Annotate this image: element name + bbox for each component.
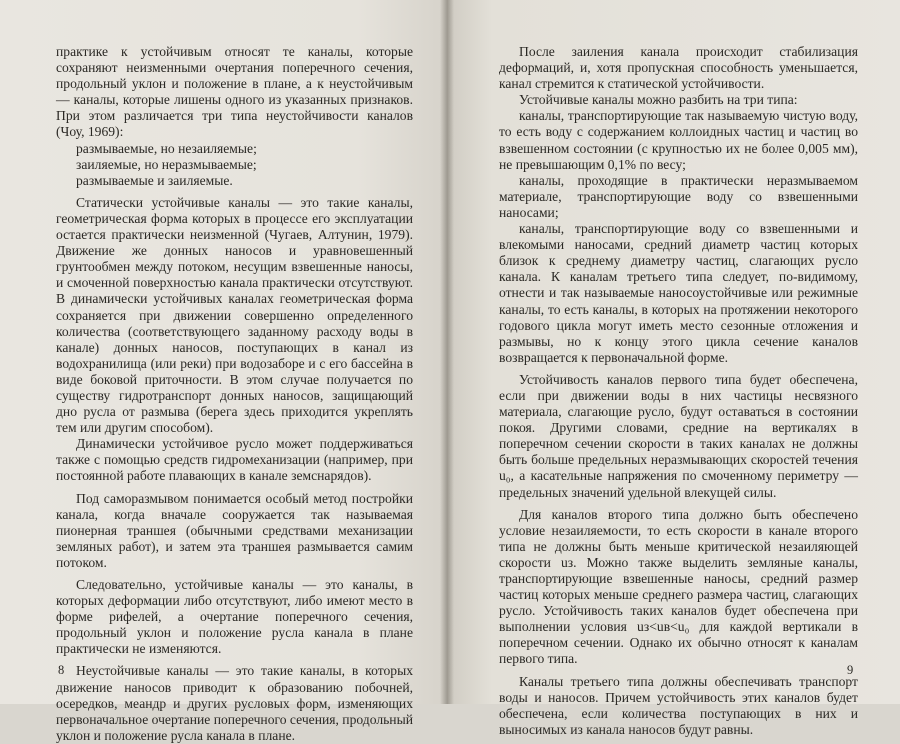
list-item: заиляемые, но неразмываемые;: [76, 156, 257, 172]
left-page: [0, 0, 447, 743]
right-page-text: [499, 44, 858, 738]
paragraph: Под саморазмывом понимается особый метод постройки канала, когда вначале сооружается так называемая пионерная траншея (обычными средствами механизации земляных работ), и затем эта траншея размывается самим потоком.: [56, 490, 413, 570]
paragraph: Устойчивость каналов первого типа будет обеспечена, если при движении воды в них частицы несвязного материала, слагающие русло, будут оставаться в состоянии покоя. Другими словами, средние на вертикалях в поперечном сечении скорости в таких каналах не должны быть больше предельных неразмывающих скоростей течения u₀, а касательные напряжения по смоченному периметру — предельных значений удельной влекущей силы.: [499, 371, 858, 500]
paragraph: Для каналов второго типа должно быть обеспечено условие незаиляемости, то есть скорости в канале второго типа не должны быть меньше критической незаиляющей скорости uз. Можно также выделить земляные каналы, транспортирующие взвешенные наносы, средний размер частиц которых меньше среднего размера частиц, слагающих русло. Устойчивость таких каналов будет обеспечена при выполнении условия uз<uв<u₀ для каждой вертикали в поперечном сечении. Однако их обычно относят к каналам первого типа.: [499, 506, 858, 667]
paragraph: Каналы третьего типа должны обеспечивать транспорт воды и наносов. Причем устойчивость этих каналов будет обеспечена, если количества поступающих в них и выносимых из канала наносов будут равны.: [499, 673, 858, 737]
paragraph: Устойчивые каналы можно разбить на три типа:: [519, 92, 798, 108]
paragraph: практике к устойчивым относят те каналы, которые сохраняют неизменными очертания поперечного сечения, продольный уклон и положение в плане, а к неустойчивым — каналы, которые лишены одного из указанных признаков. При этом различается три типа неустойчивости каналов (Чоу, 1969):: [56, 44, 413, 140]
right-page: [447, 0, 900, 737]
list-item: каналы, транспортирующие воду со взвешенными и влекомыми наносами, средний диаметр частиц которых близок к среднему диаметру частиц, слагающих русло канала. К каналам третьего типа следует, по-видимому, отнести и так называемые наносоустойчивые или режимные каналы, то есть каналы, в которых на протяжении некоторого годового цикла могут иметь место сезонные отложения и размывы, но к концу этого цикла сечение каналов возвращается к первоначальной форме.: [499, 221, 858, 365]
paragraph: Следовательно, устойчивые каналы — это каналы, в которых деформации либо отсутствуют, либо имеют место в форме рифелей, а очертание поперечного сечения, продольный уклон и положение русла канала в плане практически не изменяются.: [56, 577, 413, 657]
list-item: размываемые, но незаиляемые;: [76, 140, 257, 156]
paragraph: Динамически устойчивое русло может поддерживаться также с помощью средств гидромеханизации (например, при постоянной работе плавающих в канале земснарядов).: [56, 436, 413, 484]
list-item: каналы, транспортирующие так называемую чистую воду, то есть воду с содержанием коллоидных частиц и частиц во взвешенном состоянии (с крупностью их не более 0,005 мм), не превышающим 0,1% по весу;: [499, 108, 858, 172]
paragraph: Неустойчивые каналы — это такие каналы, в которых движение наносов приводит к образованию побочней, осередков, меандр и других русловых форм, изменяющих первоначальное очертание поперечного сечения, продольный уклон и положение русла канала в плане.: [56, 663, 413, 743]
list-item: размываемые и заиляемые.: [76, 172, 233, 188]
list-item: каналы, проходящие в практически неразмываемом материале, транспортирующие воду со взвешенными наносами;: [499, 172, 858, 220]
paragraph: После заиления канала происходит стабилизация деформаций, и, хотя пропускная способность уменьшается, канал стремится к статической устойчивости.: [499, 44, 858, 92]
page-number: 8: [58, 663, 65, 677]
book-gutter: [440, 0, 454, 704]
page-number: 9: [847, 663, 854, 677]
left-page-text: [56, 44, 413, 744]
paragraph: Статически устойчивые каналы — это такие каналы, геометрическая форма которых в процессе его эксплуатации остается практически неизменной (Чугаев, Алтунин, 1979). Движение же донных наносов и уравновешенный грунтообмен между потоком, несущим взвешенные наносы, и смоченной поверхностью канала практически отсутствуют. В динамически устойчивых каналах геометрическая форма сохраняется при движении совершенно определенного количества (соответствующего заданному расходу воды в канале) донных наносов, поступающих в канал из водохранилища (или реки) при водозаборе и с его бассейна в виде боковой приточности. В этом случае получается по существу гидротранспорт донных наносов, защищающий дно русла от размыва (берега здесь приходится укреплять тем или другим способом).: [56, 194, 413, 436]
